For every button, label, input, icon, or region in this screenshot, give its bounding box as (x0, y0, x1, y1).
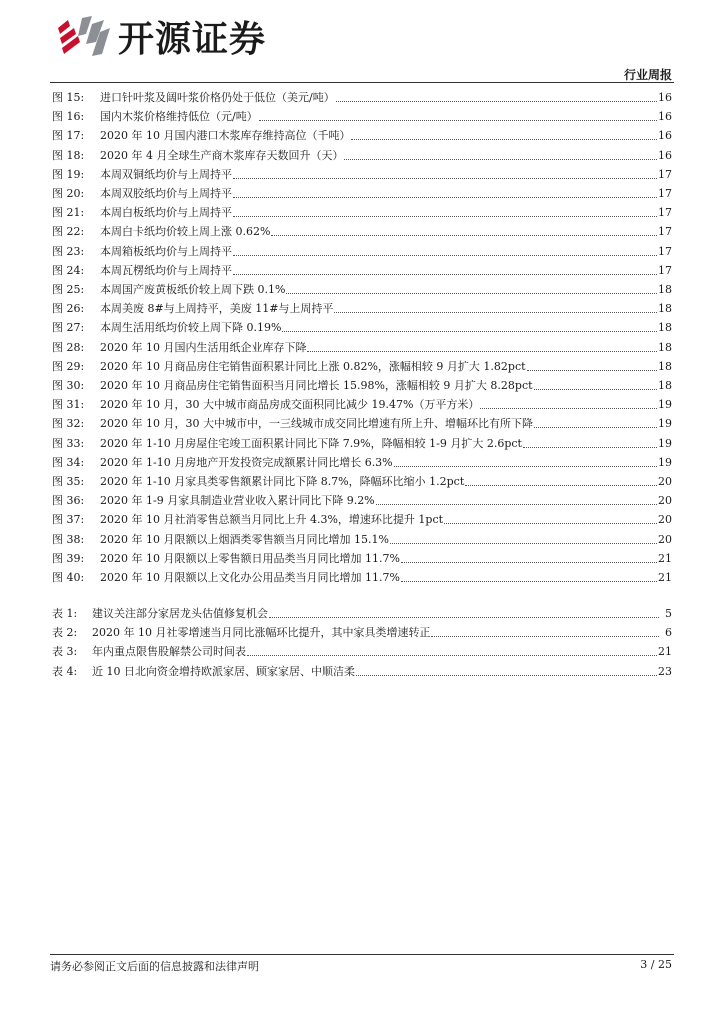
entry-title: 2020 年 1-9 月家具制造业营业收入累计同比下降 9.2% (100, 494, 375, 508)
entry-title: 2020 年 10 月限额以上零售额日用品类当月同比增加 11.7% (100, 551, 400, 565)
table-entry[interactable] (52, 623, 672, 642)
entry-number: 图 38: (52, 532, 85, 546)
entry-page-number: 19 (658, 436, 672, 450)
entry-page-number: 17 (658, 225, 672, 239)
entry-title: 本周国产废黄板纸价较上周下跌 0.1% (100, 283, 286, 296)
entry-title: 2020 年 10 月国内生活用纸企业库存下降 (100, 340, 307, 354)
table-entry[interactable] (52, 604, 672, 623)
entry-number: 图 33: (52, 436, 85, 450)
entry-page-number: 17 (658, 263, 672, 277)
entry-title: 本周箱板纸均价与上周持平 (100, 244, 232, 258)
entry-number: 图 15: (52, 91, 85, 104)
entry-page-number: 19 (658, 455, 672, 469)
entry-number: 图 40: (52, 571, 85, 584)
dot-leader (401, 550, 657, 563)
dot-leader (356, 663, 657, 676)
dot-leader (233, 185, 657, 198)
entry-page-number: 18 (658, 379, 672, 392)
entry-page-number: 16 (658, 110, 672, 124)
entry-page-number: 18 (658, 340, 672, 354)
entry-number: 图 34: (52, 455, 85, 469)
entry-number: 图 25: (52, 283, 85, 296)
entry-title: 近 10 日北向资金增持欧派家居、顾家家居、中顺洁柔 (92, 664, 355, 678)
figure-entry[interactable] (52, 453, 672, 472)
figure-entry[interactable] (52, 280, 672, 299)
report-type-label: 行业周报 (623, 68, 672, 82)
figure-entry[interactable] (52, 222, 672, 241)
entry-title: 2020 年 1-10 月家具类零售额累计同比下降 8.7%，降幅环比缩小 1.2pct (100, 475, 465, 488)
dot-leader (233, 166, 657, 179)
entry-page-number: 18 (658, 283, 672, 296)
entry-title: 2020 年 10 月，30 大中城市商品房成交面积同比减少 19.47%（万平方米） (100, 398, 480, 412)
figure-entry[interactable] (52, 299, 672, 318)
entry-number: 图 32: (52, 417, 85, 431)
entry-page-number: 17 (658, 206, 672, 220)
dot-leader (523, 435, 657, 448)
figure-entry[interactable] (52, 318, 672, 337)
dot-leader (286, 281, 657, 294)
dot-leader (334, 300, 657, 313)
entry-page-number: 20 (658, 475, 672, 488)
entry-page-number: 5 (665, 607, 672, 620)
dot-leader (282, 319, 657, 332)
page-header (0, 0, 724, 90)
figure-entry[interactable] (52, 165, 672, 184)
entry-number: 表 3: (52, 645, 78, 659)
entry-page-number: 21 (658, 645, 672, 659)
dot-leader (307, 339, 657, 352)
dot-leader (247, 643, 657, 656)
dot-leader (336, 89, 657, 102)
entry-page-number: 6 (665, 626, 672, 640)
entry-page-number: 16 (658, 129, 672, 143)
entry-title: 国内木浆价格维持低位（元/吨） (100, 110, 258, 124)
dot-leader (271, 223, 657, 236)
entry-number: 图 16: (52, 110, 85, 124)
entry-title: 2020 年 10 月社零增速当月同比涨幅环比提升，其中家具类增速转正 (92, 626, 431, 640)
brand-name: 开源证券 (118, 19, 267, 60)
dot-leader (480, 396, 657, 409)
entry-title: 2020 年 10 月国内港口木浆库存维持高位（千吨） (100, 129, 351, 143)
entry-number: 表 2: (52, 626, 78, 640)
entry-number: 图 22: (52, 225, 85, 239)
entry-number: 图 31: (52, 398, 85, 412)
figure-entry[interactable] (52, 395, 672, 414)
figure-entry[interactable] (52, 549, 672, 568)
entry-number: 图 30: (52, 379, 85, 392)
dot-leader (233, 262, 657, 275)
page-number: 3 / 25 (640, 958, 672, 971)
footer-divider (50, 954, 674, 955)
entry-page-number: 21 (658, 551, 672, 565)
entry-title: 2020 年 10 月社消零售总额当月同比上升 4.3%，增速环比提升 1pct (100, 513, 444, 527)
entry-page-number: 21 (658, 571, 672, 584)
entry-number: 图 23: (52, 244, 85, 258)
dot-leader (376, 492, 657, 505)
entry-number: 图 26: (52, 302, 85, 316)
entry-page-number: 19 (658, 417, 672, 431)
entry-number: 图 35: (52, 475, 85, 488)
figure-entry[interactable] (52, 530, 672, 549)
entry-title: 建议关注部分家居龙头估值修复机会 (92, 607, 268, 620)
header-divider (50, 82, 674, 83)
entry-title: 2020 年 10 月限额以上烟酒类零售额当月同比增加 15.1% (100, 532, 389, 546)
entry-title: 2020 年 10 月商品房住宅销售面积累计同比上涨 0.82%，涨幅相较 9 月扩大 1.82pct (100, 359, 526, 373)
dot-leader (269, 605, 659, 618)
brand-logo-icon (56, 14, 112, 60)
entry-page-number: 23 (658, 664, 672, 678)
table-entry[interactable] (52, 642, 672, 661)
dot-leader (431, 624, 659, 637)
entry-page-number: 20 (658, 532, 672, 546)
figure-entry[interactable] (52, 434, 672, 453)
dot-leader (401, 569, 657, 582)
dot-leader (527, 358, 657, 371)
entry-title: 进口针叶浆及阔叶浆价格仍处于低位（美元/吨） (100, 91, 335, 104)
entry-number: 图 19: (52, 167, 85, 181)
entry-title: 年内重点限售股解禁公司时间表 (92, 645, 246, 659)
entry-title: 本周美废 8#与上周持平，美废 11#与上周持平 (100, 302, 334, 316)
figure-entry[interactable] (52, 88, 672, 107)
figure-entry[interactable] (52, 414, 672, 433)
entry-number: 图 21: (52, 206, 85, 220)
entry-number: 图 29: (52, 359, 85, 373)
entry-number: 图 24: (52, 263, 85, 277)
entry-number: 图 39: (52, 551, 85, 565)
entry-title: 本周双铜纸均价与上周持平 (100, 167, 232, 181)
figure-entry[interactable] (52, 126, 672, 145)
entry-number: 图 36: (52, 494, 85, 508)
figure-entry[interactable] (52, 242, 672, 261)
entry-page-number: 17 (658, 187, 672, 200)
dot-leader (390, 531, 657, 544)
entry-number: 表 1: (52, 607, 78, 620)
entry-page-number: 17 (658, 244, 672, 258)
entry-number: 图 28: (52, 340, 85, 354)
figure-entry[interactable] (52, 491, 672, 510)
entry-number: 图 37: (52, 513, 85, 527)
dot-leader (233, 204, 657, 217)
figure-entry[interactable] (52, 184, 672, 203)
entry-title: 2020 年 10 月，30 大中城市中，一三线城市成交同比增速有所上升、增幅环比有所下降 (100, 417, 533, 431)
footer-disclaimer: 请务必参阅正文后面的信息披露和法律声明 (50, 960, 259, 973)
entry-number: 图 27: (52, 321, 85, 335)
dot-leader (444, 511, 657, 524)
dot-leader (534, 415, 657, 428)
figure-entry[interactable] (52, 146, 672, 165)
entry-page-number: 18 (658, 302, 672, 316)
figure-entry[interactable] (52, 376, 672, 395)
dot-leader (465, 473, 657, 486)
dot-leader (344, 147, 657, 160)
entry-page-number: 17 (658, 167, 672, 181)
entry-number: 图 17: (52, 129, 85, 143)
entry-title: 2020 年 10 月限额以上文化办公用品类当月同比增加 11.7% (100, 571, 400, 584)
figure-entry[interactable] (52, 510, 672, 529)
entry-number: 表 4: (52, 664, 78, 678)
dot-leader (394, 454, 657, 467)
dot-leader (351, 127, 657, 140)
entry-title: 本周白板纸均价与上周持平 (100, 206, 232, 220)
dot-leader (534, 377, 657, 390)
entry-title: 2020 年 10 月商品房住宅销售面积当月同比增长 15.98%，涨幅相较 9 月扩大 8.28pct (100, 379, 533, 392)
entry-title: 2020 年 4 月全球生产商木浆库存天数回升（天） (100, 148, 344, 162)
entry-title: 本周白卡纸均价较上周上涨 0.62% (100, 225, 271, 239)
entry-page-number: 19 (658, 398, 672, 412)
table-entry[interactable] (52, 662, 672, 681)
entry-number: 图 20: (52, 187, 85, 200)
entry-title: 本周瓦楞纸均价与上周持平 (100, 263, 232, 277)
figure-entry[interactable] (52, 107, 672, 126)
entry-title: 本周生活用纸均价较上周下降 0.19% (100, 321, 282, 335)
figure-entry[interactable] (52, 472, 672, 491)
entry-title: 本周双胶纸均价与上周持平 (100, 187, 232, 200)
entry-page-number: 16 (658, 91, 672, 104)
entry-page-number: 16 (658, 148, 672, 162)
entry-page-number: 18 (658, 359, 672, 373)
dot-leader (233, 243, 657, 256)
entry-page-number: 20 (658, 513, 672, 527)
dot-leader (259, 108, 657, 121)
figure-entry[interactable] (52, 203, 672, 222)
entry-title: 2020 年 1-10 月房屋住宅竣工面积累计同比下降 7.9%，降幅相较 1-9 月扩大 2.6pct (100, 436, 522, 450)
entry-page-number: 18 (658, 321, 672, 335)
entry-title: 2020 年 1-10 月房地产开发投资完成额累计同比增长 6.3% (100, 455, 393, 469)
figure-entry[interactable] (52, 261, 672, 280)
figure-entry[interactable] (52, 568, 672, 587)
entry-page-number: 20 (658, 494, 672, 508)
figure-entry[interactable] (52, 338, 672, 357)
entry-number: 图 18: (52, 148, 85, 162)
figure-entry[interactable] (52, 357, 672, 376)
